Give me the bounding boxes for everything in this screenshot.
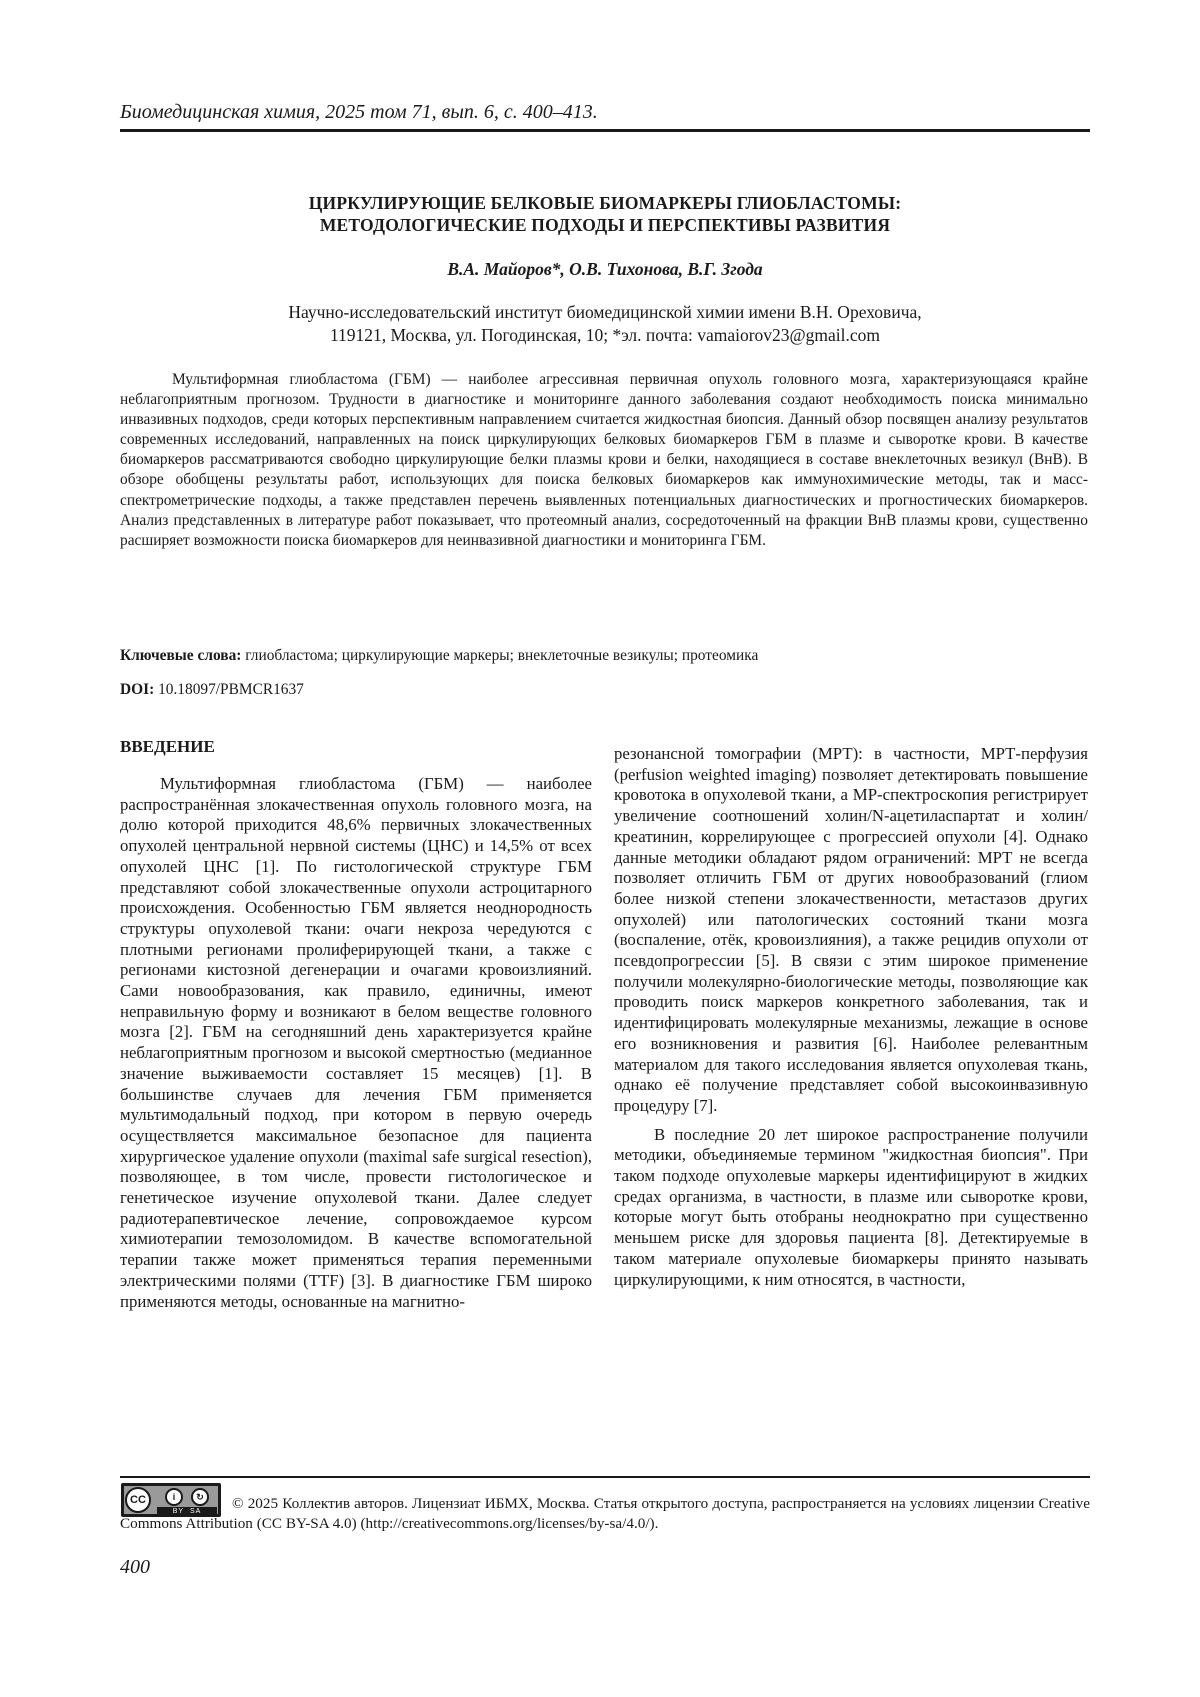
article-title [180,192,1030,236]
paragraph: В последние 20 лет широкое распространение получили методики, объединяемые термином "жидкостная биопсия". При таком подходе опухолевые маркеры идентифицируют в жидких средах организма, в частности, в плазме или сыворотке крови, которые могут быть отобраны неоднократно при существенно меньшем риске для здоровья пациента [8]. Детектируемые в таком материале опухолевые биомаркеры принято называть циркулирующими, к ним относятся, в частности, [614,1124,1088,1289]
affiliation [120,301,1090,347]
affiliation-line-2: 119121, Москва, ул. Погодинская, 10; *эл. почта: vamaiorov23@gmail.com [329,325,881,345]
title-line-1: ЦИРКУЛИРУЮЩИЕ БЕЛКОВЫЕ БИОМАРКЕРЫ ГЛИОБЛАСТОМЫ: [308,193,902,213]
cc-icon: CC [125,1487,151,1513]
section-heading-introduction: ВВЕДЕНИЕ [120,737,215,756]
attribution-icon: i [165,1488,183,1506]
body-column-left [120,774,592,1312]
keywords-label: Ключевые слова: [120,647,242,664]
keywords-text: глиобластома; циркулирующие маркеры; внеклеточные везикулы; протеомика [245,647,759,664]
affiliation-line-1: Научно-исследовательский институт биомедицинской химии имени В.Н. Ореховича, [288,302,922,322]
cc-badge-label: BY SA [157,1507,217,1516]
journal-citation: Биомедицинская химия, 2025 том 71, вып. 6, с. 400–413. [120,101,598,123]
title-line-2: МЕТОДОЛОГИЧЕСКИЕ ПОДХОДЫ И ПЕРСПЕКТИВЫ РАЗВИТИЯ [319,215,891,235]
license-text: © 2025 Коллектив авторов. Лицензиат ИБМХ, Москва. Статья открытого доступа, распространяется на условиях лицензии Creative Commons Attribution (CC BY-SA 4.0) (http://creativecommons.org/licenses/by-sa/4.0/). [120,1495,1090,1532]
keywords [120,646,1090,666]
share-alike-icon: ↻ [191,1488,209,1506]
abstract: Мультиформная глиобластома (ГБМ) — наиболее агрессивная первичная опухоль головного мозга, характеризующаяся крайне неблагоприятным прогнозом. Трудности в диагностике и мониторинге данного заболевания создают необходимость поиска минимально инвазивных подходов, среди которых перспективным направлением считается жидкостная биопсия. Данный обзор посвящен анализу результатов современных исследований, направленных на поиск циркулирующих белковых биомаркеров ГБМ в плазме и сыворотке крови. В качестве биомаркеров рассматриваются свободно циркулирующие белки плазмы крови и белки, находящиеся в составе внеклеточных везикул (ВнВ). В обзоре обобщены результаты работ, использующих для поиска белковых биомаркеров как иммунохимические методы, так и масс-спектрометрические подходы, а также представлен перечень выявленных потенциальных диагностических и прогностических биомаркеров. Анализ представленных в литературе работ показывает, что протеомный анализ, сосредоточенный на фракции ВнВ плазмы крови, существенно расширяет возможности поиска биомаркеров для неинвазивной диагностики и мониторинга ГБМ. [120,371,1088,549]
footer-rule [120,1476,1090,1478]
header-rule [120,129,1090,132]
paragraph: резонансной томографии (МРТ): в частности, МРТ-перфузия (perfusion weighted imaging) позволяет детектировать повышение кровотока в опухолевой ткани, а МР-спектроскопия регистрирует увеличение соотношений холин/N-ацетиласпартат и холин/креатинин, коррелирующее с прогрессией опухоли [4]. Однако данные методики обладают рядом ограничений: МРТ не всегда позволяет отличить ГБМ от других новообразований (глиом более низкой степени злокачественности, метастазов других опухолей) или патологических состояний ткани мозга (воспаление, отёк, кровоизлияния), а также рецидив опухоли от псевдопрогрессии [5]. В связи с этим широкое применение получили молекулярно-биологические методы, позволяющие как проводить поиск маркеров конкретного заболевания, так и идентифицировать молекулярные механизмы, лежащие в основе его возникновения и развития [6]. Наиболее релевантным материалом для такого исследования является опухолевая ткань, однако её получение представляет собой высокоинвазивную процедуру [7]. [614,744,1088,1115]
doi [120,680,1090,700]
doi-label: DOI: [120,681,155,698]
paragraph: Мультиформная глиобластома (ГБМ) — наиболее распространённая злокачественная опухоль головного мозга, на долю которой приходится 48,6% первичных злокачественных опухолей центральной нервной системы (ЦНС) и 14,5% от всех опухолей ЦНС [1]. По гистологической структуре ГБМ представляют собой злокачественные опухоли астроцитарного происхождения. Особенностью ГБМ является неоднородность структуры опухолевой ткани: очаги некроза чередуются с плотными регионами пролиферирующей ткани, а также с регионами кистозной дегенерации и очагами кровоизлияний. Сами новообразования, как правило, единичны, имеют неправильную форму и возникают в белом веществе головного мозга [2]. ГБМ на сегодняшний день характеризуется крайне неблагоприятным прогнозом и высокой смертностью (медианное значение выживаемости составляет 15 месяцев) [1]. В большинстве случаев для лечения ГБМ применяется мультимодальный подход, при котором в первую очередь осуществляется максимальное безопасное для пациента хирургическое удаление опухоли (maximal safe surgical resection), позволяющее, в том числе, провести гистологическое и генетическое изучение опухолевой ткани. Далее следует радиотерапевтическое лечение, сопровождаемое курсом химиотерапии темозоломидом. В качестве вспомогательной терапии также может применяться терапия переменными электрическими полями (TTF) [3]. В диагностике ГБМ широко применяются методы, основанные на магнитно- [120,774,592,1311]
doi-value: 10.18097/PBMCR1637 [158,681,304,698]
body-column-right [614,744,1088,1290]
page-number: 400 [120,1556,150,1578]
authors: В.А. Майоров*, О.В. Тихонова, В.Г. Згода [447,259,763,279]
